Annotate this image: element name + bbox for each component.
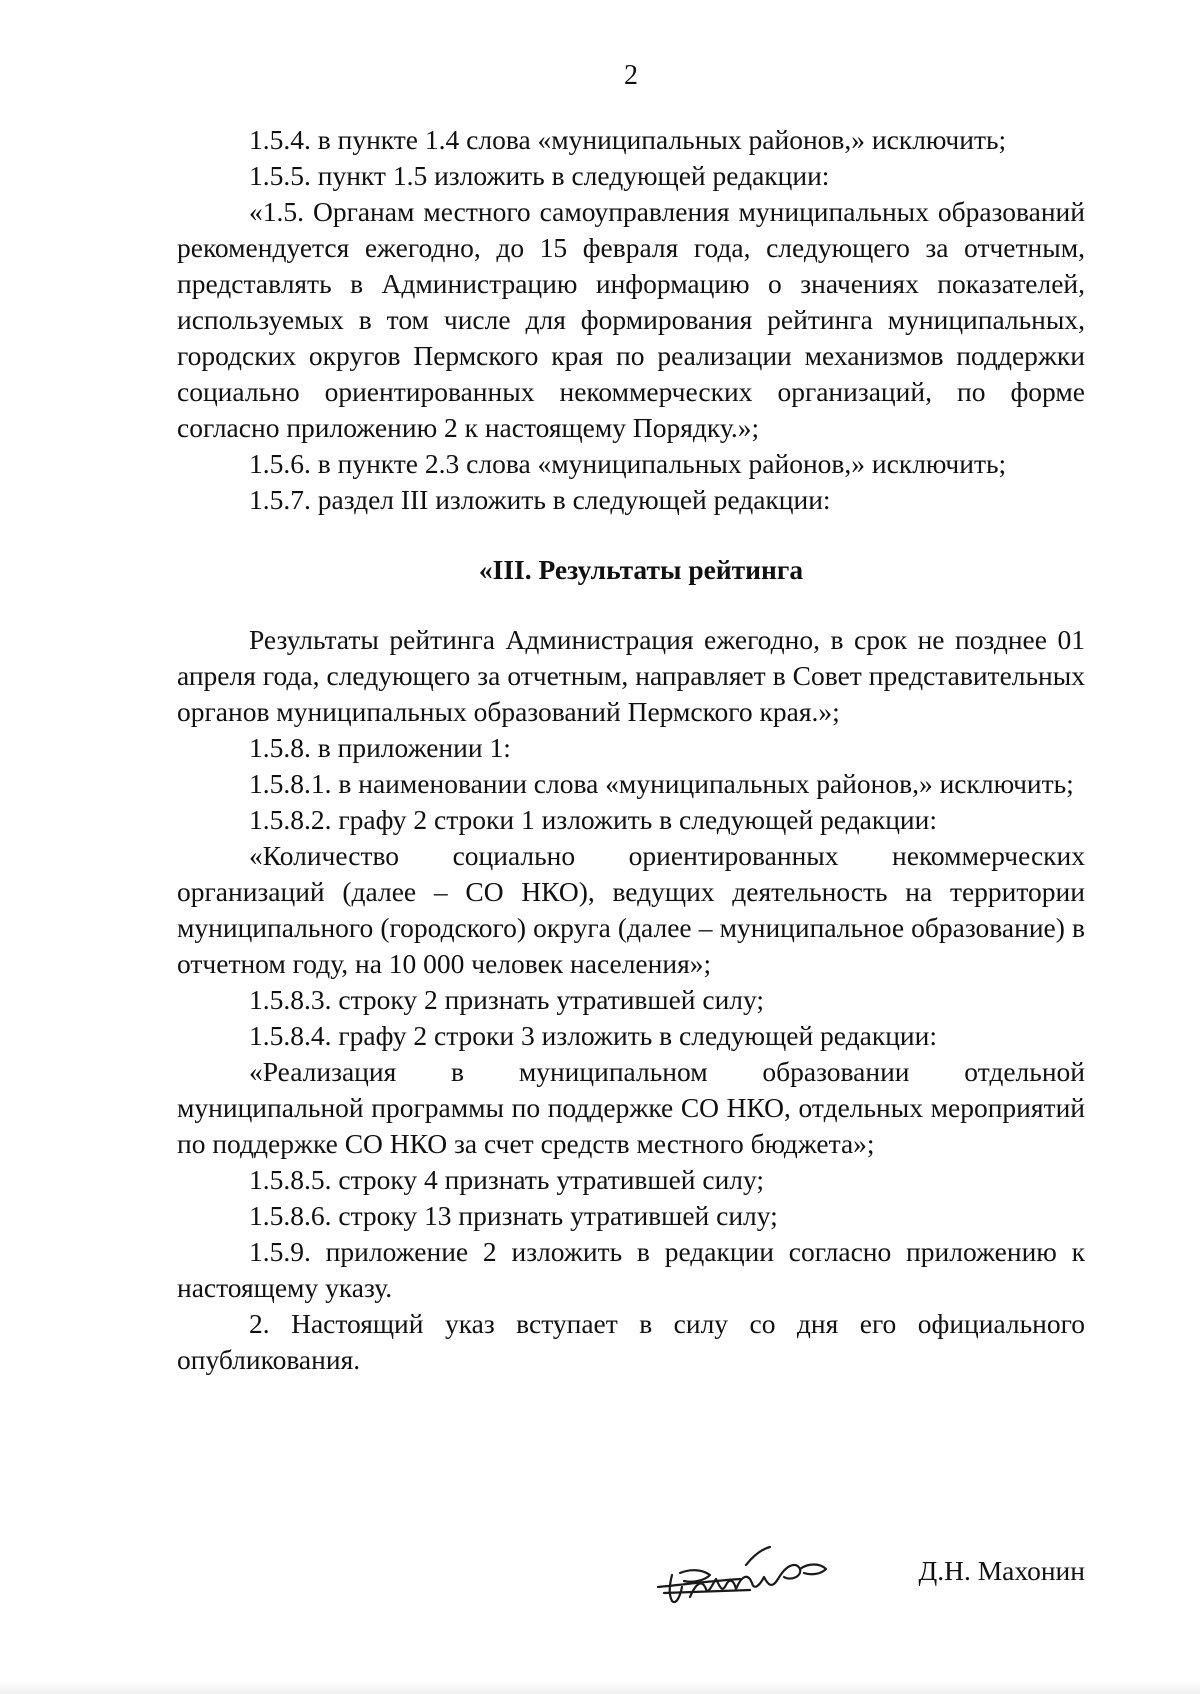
paragraph-1-5-4: 1.5.4. в пункте 1.4 слова «муниципальных районов,» исключить; — [249, 124, 1007, 155]
paragraph-1-5-9: 1.5.9. приложение 2 изложить в редакции согласно приложению к настоящему указу. — [177, 1236, 1085, 1303]
paragraph-1-5-8-3: 1.5.8.3. строку 2 признать утратившей силу; — [249, 984, 765, 1015]
quoted-paragraph-row-3: «Реализация в муниципальном образовании отдельной муниципальной программы по поддержке СО НКО, отдельных мероприятий по поддержке СО НКО за счет средств местного бюджета»; — [177, 1056, 1085, 1159]
paragraph-1-5-8: 1.5.8. в приложении 1: — [249, 732, 511, 763]
paragraph-1-5-8-5: 1.5.8.5. строку 4 признать утратившей силу; — [249, 1164, 765, 1195]
rating-results-paragraph: Результаты рейтинга Администрация ежегодно, в срок не позднее 01 апреля года, следующего за отчетным, направляет в Совет представительных органов муниципальных образований Пермского края.»; — [177, 624, 1085, 727]
section-heading: «III. Результаты рейтинга — [478, 554, 804, 585]
paragraph-2: 2. Настоящий указ вступает в силу со дня его официального опубликования. — [177, 1308, 1085, 1375]
quoted-paragraph-1-5: «1.5. Органам местного самоуправления муниципальных образований рекомендуется ежегодно, до 15 февраля года, следующего за отчетным, представлять в Администрацию информацию о значениях показателей, используемых в том числе для формирования рейтинга муниципальных, городских округов Пермского края по реализации механизмов поддержки социально ориентированных некоммерческих организаций, по форме согласно приложению 2 к настоящему Порядку.»; — [177, 196, 1085, 443]
quoted-paragraph-row-1: «Количество социально ориентированных некоммерческих организаций (далее – СО НКО), ведущих деятельность на территории муниципального (городского) округа (далее – муниципальное образование) в отчетном году, на 10 000 человек населения»; — [177, 840, 1085, 979]
paragraph-1-5-8-4: 1.5.8.4. графу 2 строки 3 изложить в следующей редакции: — [249, 1020, 937, 1051]
document-body — [177, 122, 1085, 1378]
signer-name: Д.Н. Махонин — [918, 1555, 1085, 1586]
scan-edge — [0, 1680, 1200, 1694]
page-number: 2 — [624, 60, 638, 91]
paragraph-1-5-8-1: 1.5.8.1. в наименовании слова «муниципальных районов,» исключить; — [249, 768, 1074, 799]
paragraph-1-5-6: 1.5.6. в пункте 2.3 слова «муниципальных районов,» исключить; — [249, 448, 1007, 479]
paragraph-1-5-8-6: 1.5.8.6. строку 13 признать утратившей силу; — [249, 1200, 778, 1231]
handwritten-signature-icon — [650, 1535, 850, 1610]
paragraph-1-5-7: 1.5.7. раздел III изложить в следующей редакции: — [249, 484, 831, 515]
signature-block — [640, 1535, 1085, 1615]
paragraph-1-5-8-2: 1.5.8.2. графу 2 строки 1 изложить в следующей редакции: — [249, 804, 937, 835]
paragraph-1-5-5: 1.5.5. пункт 1.5 изложить в следующей редакции: — [249, 160, 830, 191]
